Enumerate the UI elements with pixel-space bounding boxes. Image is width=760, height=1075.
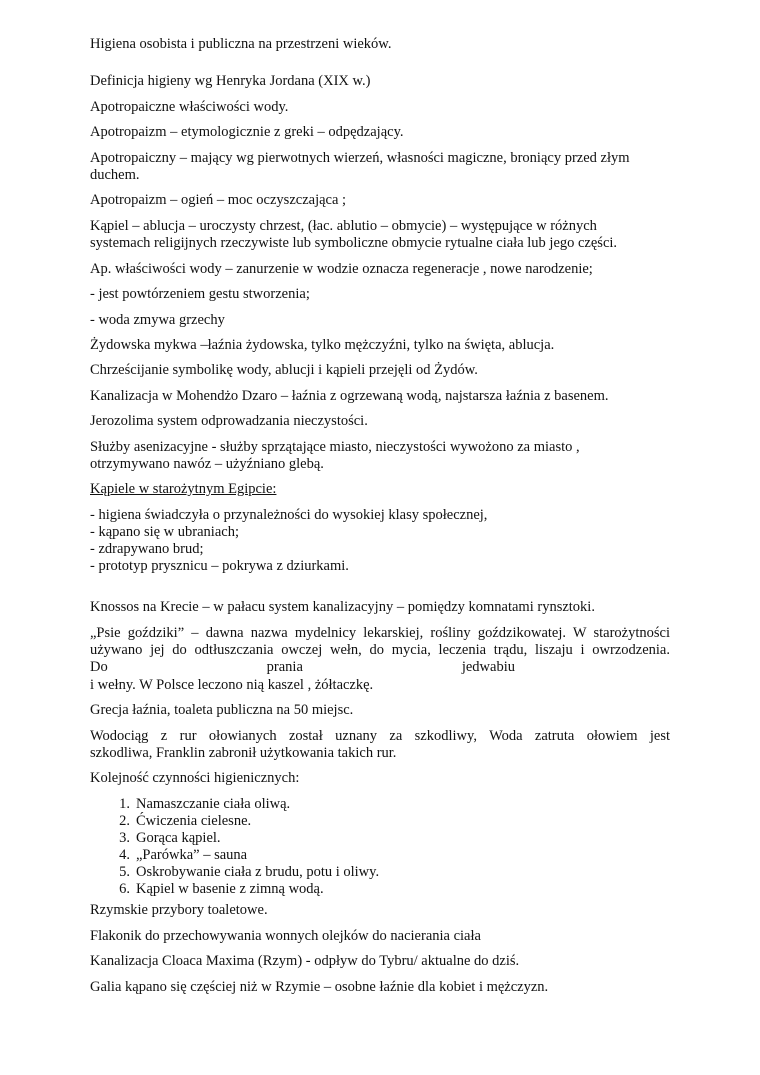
paragraph: Kąpiel – ablucja – uroczysty chrzest, (łac. ablutio – obmycie) – występujące w różnych bbox=[90, 218, 597, 234]
paragraph: systemach religijnych rzeczywiste lub symboliczne obmycie rytualne ciała lub jego części. bbox=[90, 235, 618, 251]
paragraph: Chrześcijanie symbolikę wody, ablucji i kąpieli przejęli od Żydów. bbox=[90, 362, 478, 378]
paragraph: duchem. bbox=[90, 167, 140, 183]
paragraph: otrzymywano nawóz – użyźniano glebą. bbox=[90, 456, 324, 472]
word: Do bbox=[90, 659, 108, 675]
paragraph: Kanalizacja Cloaca Maxima (Rzym) - odpływ do Tybru/ aktualne do dziś. bbox=[90, 953, 520, 969]
paragraph: Kanalizacja w Mohendżo Dzaro – łaźnia z ogrzewaną wodą, najstarsza łaźnia z basenem. bbox=[90, 388, 609, 404]
egypt-heading: Kąpiele w starożytnym Egipcie: bbox=[90, 481, 277, 497]
paragraph: Apotropaiczne właściwości wody. bbox=[90, 99, 289, 115]
paragraph: - woda zmywa grzechy bbox=[90, 312, 225, 328]
paragraph: Apotropaizm – etymologicznie z greki – odpędzający. bbox=[90, 124, 404, 140]
word: prania bbox=[266, 659, 303, 675]
paragraph: Definicja higieny wg Henryka Jordana (XIX w.) bbox=[90, 73, 371, 89]
list-item: - higiena świadczyła o przynależności do wysokiej klasy społecznej, bbox=[90, 507, 488, 523]
word: jedwabiu bbox=[461, 659, 515, 675]
document-title: Higiena osobista i publiczna na przestrzeni wieków. bbox=[90, 36, 392, 52]
paragraph: Knossos na Krecie – w pałacu system kanalizacyjny – pomiędzy komnatami rynsztoki. bbox=[90, 599, 595, 615]
list-number: 6. bbox=[119, 881, 130, 897]
list-text: Kąpiel w basenie z zimną wodą. bbox=[136, 881, 324, 897]
paragraph: Żydowska mykwa –łaźnia żydowska, tylko mężczyźni, tylko na święta, ablucja. bbox=[90, 337, 555, 353]
list-text: Namaszczanie ciała oliwą. bbox=[136, 796, 291, 812]
list-number: 3. bbox=[119, 830, 130, 846]
paragraph: Apotropaizm – ogień – moc oczyszczająca ; bbox=[90, 192, 347, 208]
paragraph: szkodliwa, Franklin zabronił użytkowania takich rur. bbox=[90, 745, 397, 761]
list-number: 5. bbox=[119, 864, 130, 880]
list-text: „Parówka” – sauna bbox=[136, 847, 248, 863]
list-item: - kąpano się w ubraniach; bbox=[90, 524, 239, 540]
list-text: Oskrobywanie ciała z brudu, potu i oliwy. bbox=[136, 864, 380, 880]
paragraph: Apotropaiczny – mający wg pierwotnych wierzeń, własności magiczne, broniący przed złym bbox=[90, 150, 630, 166]
paragraph: Flakonik do przechowywania wonnych olejków do nacierania ciała bbox=[90, 928, 481, 944]
paragraph: Grecja łaźnia, toaleta publiczna na 50 miejsc. bbox=[90, 702, 354, 718]
paragraph: Rzymskie przybory toaletowe. bbox=[90, 902, 268, 918]
list-text: Gorąca kąpiel. bbox=[136, 830, 221, 846]
list-item: - prototyp prysznicu – pokrywa z dziurkami. bbox=[90, 558, 349, 574]
list-number: 1. bbox=[119, 796, 130, 812]
paragraph: Wodociąg z rur ołowianych został uznany za szkodliwy, Woda zatruta ołowiem jest bbox=[90, 728, 670, 744]
paragraph: „Psie goździki” – dawna nazwa mydelnicy lekarskiej, rośliny goździkowatej. W starożytności bbox=[90, 625, 670, 641]
list-text: Ćwiczenia cielesne. bbox=[136, 813, 252, 829]
list-number: 2. bbox=[119, 813, 130, 829]
paragraph: i wełny. W Polsce leczono nią kaszel , żółtaczkę. bbox=[90, 677, 374, 693]
paragraph: używano jej do odtłuszczania owczej wełn, do mycia, leczenia trądu, liszaju i owrzodzenia. bbox=[90, 642, 670, 658]
list-item: - zdrapywano brud; bbox=[90, 541, 204, 557]
paragraph: - jest powtórzeniem gestu stworzenia; bbox=[90, 286, 310, 302]
paragraph: Służby asenizacyjne - służby sprzątające miasto, nieczystości wywożono za miasto , bbox=[90, 439, 580, 455]
paragraph: Ap. właściwości wody – zanurzenie w wodzie oznacza regeneracje , nowe narodzenie; bbox=[90, 261, 593, 277]
paragraph: Jerozolima system odprowadzania nieczystości. bbox=[90, 413, 368, 429]
paragraph: Galia kąpano się częściej niż w Rzymie – osobne łaźnie dla kobiet i mężczyzn. bbox=[90, 979, 549, 995]
spread-line bbox=[90, 659, 515, 676]
order-heading: Kolejność czynności higienicznych: bbox=[90, 770, 300, 786]
list-number: 4. bbox=[119, 847, 130, 863]
